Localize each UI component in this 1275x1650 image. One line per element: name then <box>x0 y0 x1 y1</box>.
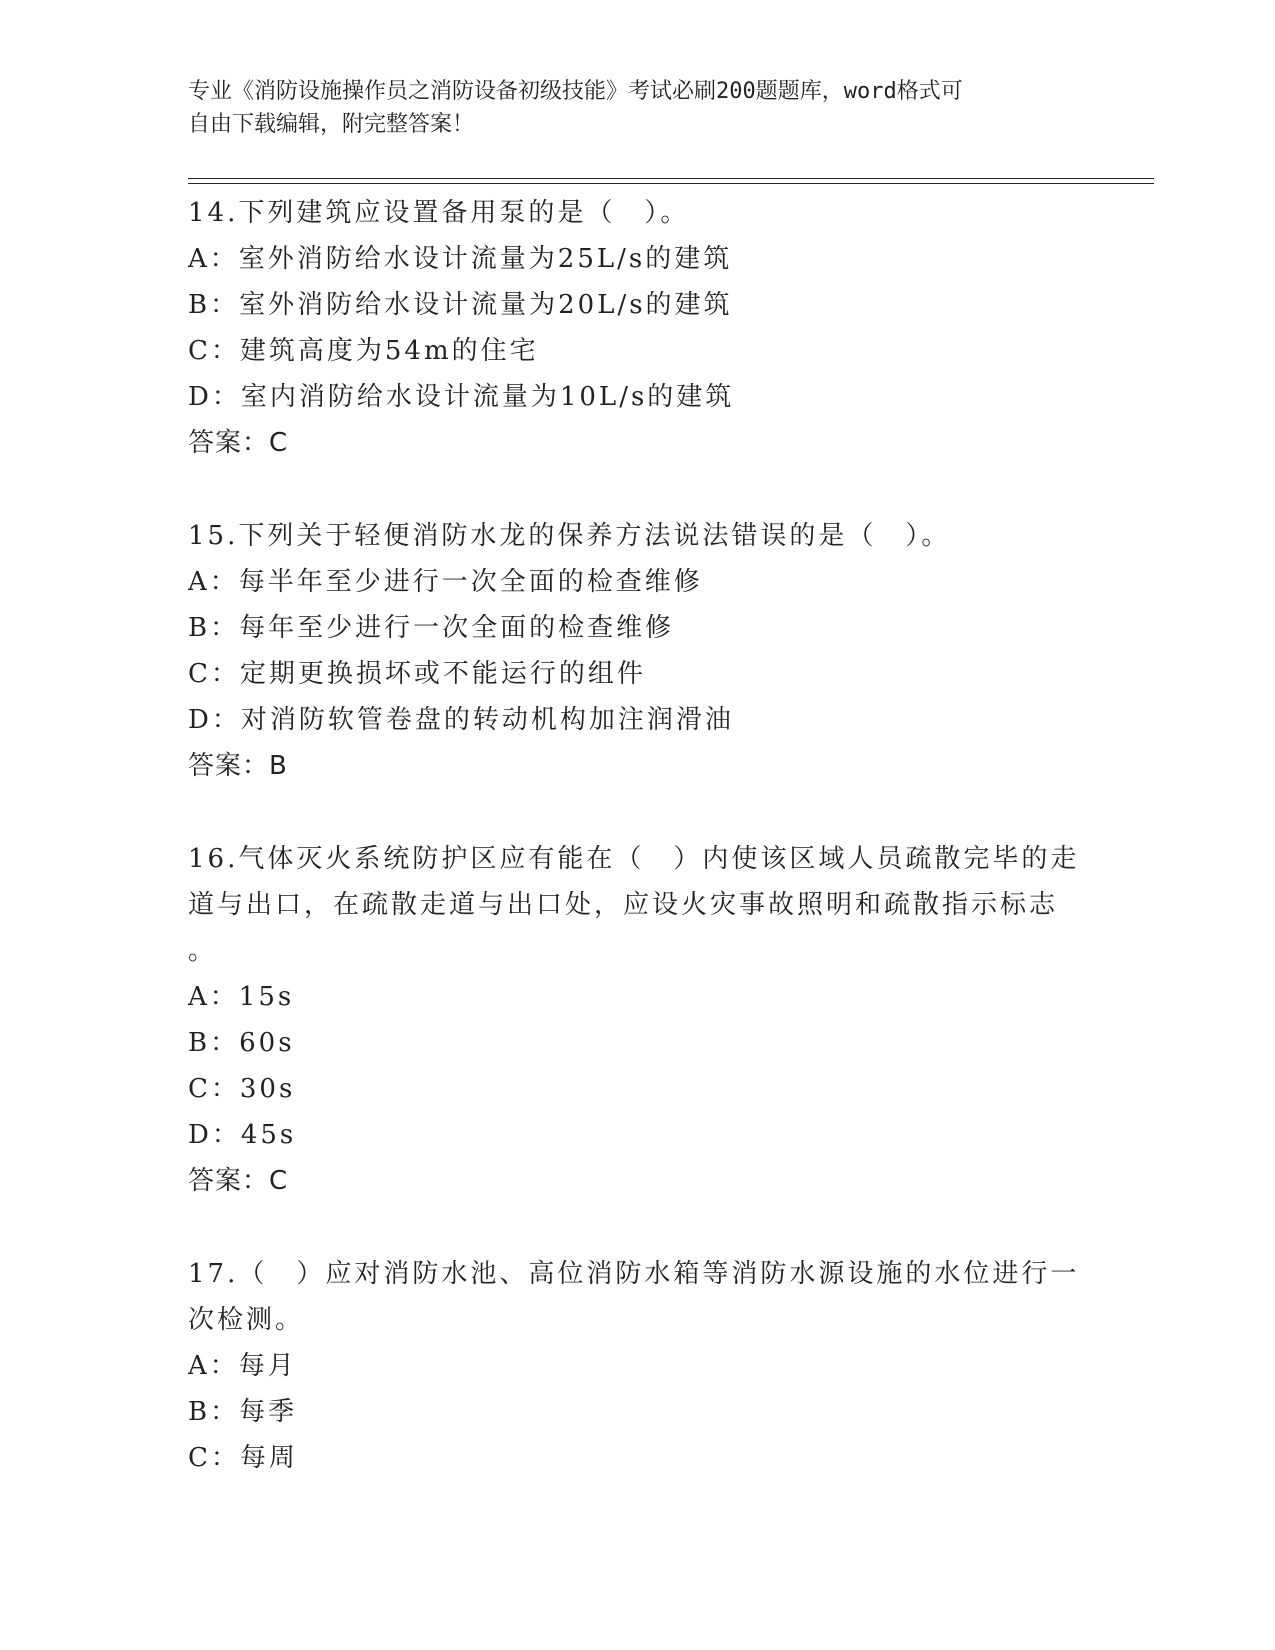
header-divider-bottom <box>188 183 1154 184</box>
answer-line: 答案：C <box>188 1166 289 1196</box>
header-divider-top <box>188 178 1154 179</box>
answer-line: 答案：C <box>188 428 289 458</box>
option-d: D：45s <box>188 1120 297 1150</box>
option-c: C：30s <box>188 1074 296 1104</box>
option-a: A：每月 <box>188 1351 297 1381</box>
question-stem-line-2: 次检测。 <box>188 1305 305 1335</box>
question-stem-line-1: 17.（ ）应对消防水池、高位消防水箱等消防水源设施的水位进行一 <box>188 1259 1080 1289</box>
question-stem-line-1: 16.气体灭火系统防护区应有能在（ ）内使该区域人员疏散完毕的走 <box>188 844 1080 874</box>
header-line-2: 自由下载编辑，附完整答案！ <box>188 112 475 137</box>
answer-line: 答案：B <box>188 751 288 781</box>
question-stem: 14.下列建筑应设置备用泵的是（ ）。 <box>188 198 690 228</box>
question-stem-line-2: 道与出口，在疏散走道与出口处，应设火灾事故照明和疏散指示标志 <box>188 890 1059 920</box>
question-stem: 15.下列关于轻便消防水龙的保养方法说法错误的是（ ）。 <box>188 521 951 551</box>
question-14 <box>188 190 1088 466</box>
header-line-1: 专业《消防设施操作员之消防设备初级技能》考试必刷200题题库，word格式可 <box>188 79 963 104</box>
question-16 <box>188 836 1088 1204</box>
option-a: A：每半年至少进行一次全面的检查维修 <box>188 567 703 597</box>
question-list <box>188 190 1088 1528</box>
option-a: A：室外消防给水设计流量为25L/s的建筑 <box>188 244 733 274</box>
question-15 <box>188 513 1088 789</box>
option-b: B：每季 <box>188 1397 298 1427</box>
question-stem-line-3: 。 <box>188 936 218 966</box>
option-c: C：定期更换损坏或不能运行的组件 <box>188 659 646 689</box>
option-b: B：60s <box>188 1028 295 1058</box>
option-c: C：建筑高度为54m的住宅 <box>188 336 539 366</box>
option-c: C：每周 <box>188 1443 298 1473</box>
option-b: B：室外消防给水设计流量为20L/s的建筑 <box>188 290 733 320</box>
option-d: D：对消防软管卷盘的转动机构加注润滑油 <box>188 705 734 735</box>
question-17 <box>188 1251 1088 1481</box>
document-header <box>188 75 1068 141</box>
option-d: D：室内消防给水设计流量为10L/s的建筑 <box>188 382 735 412</box>
option-a: A：15s <box>188 982 295 1012</box>
option-b: B：每年至少进行一次全面的检查维修 <box>188 613 675 643</box>
